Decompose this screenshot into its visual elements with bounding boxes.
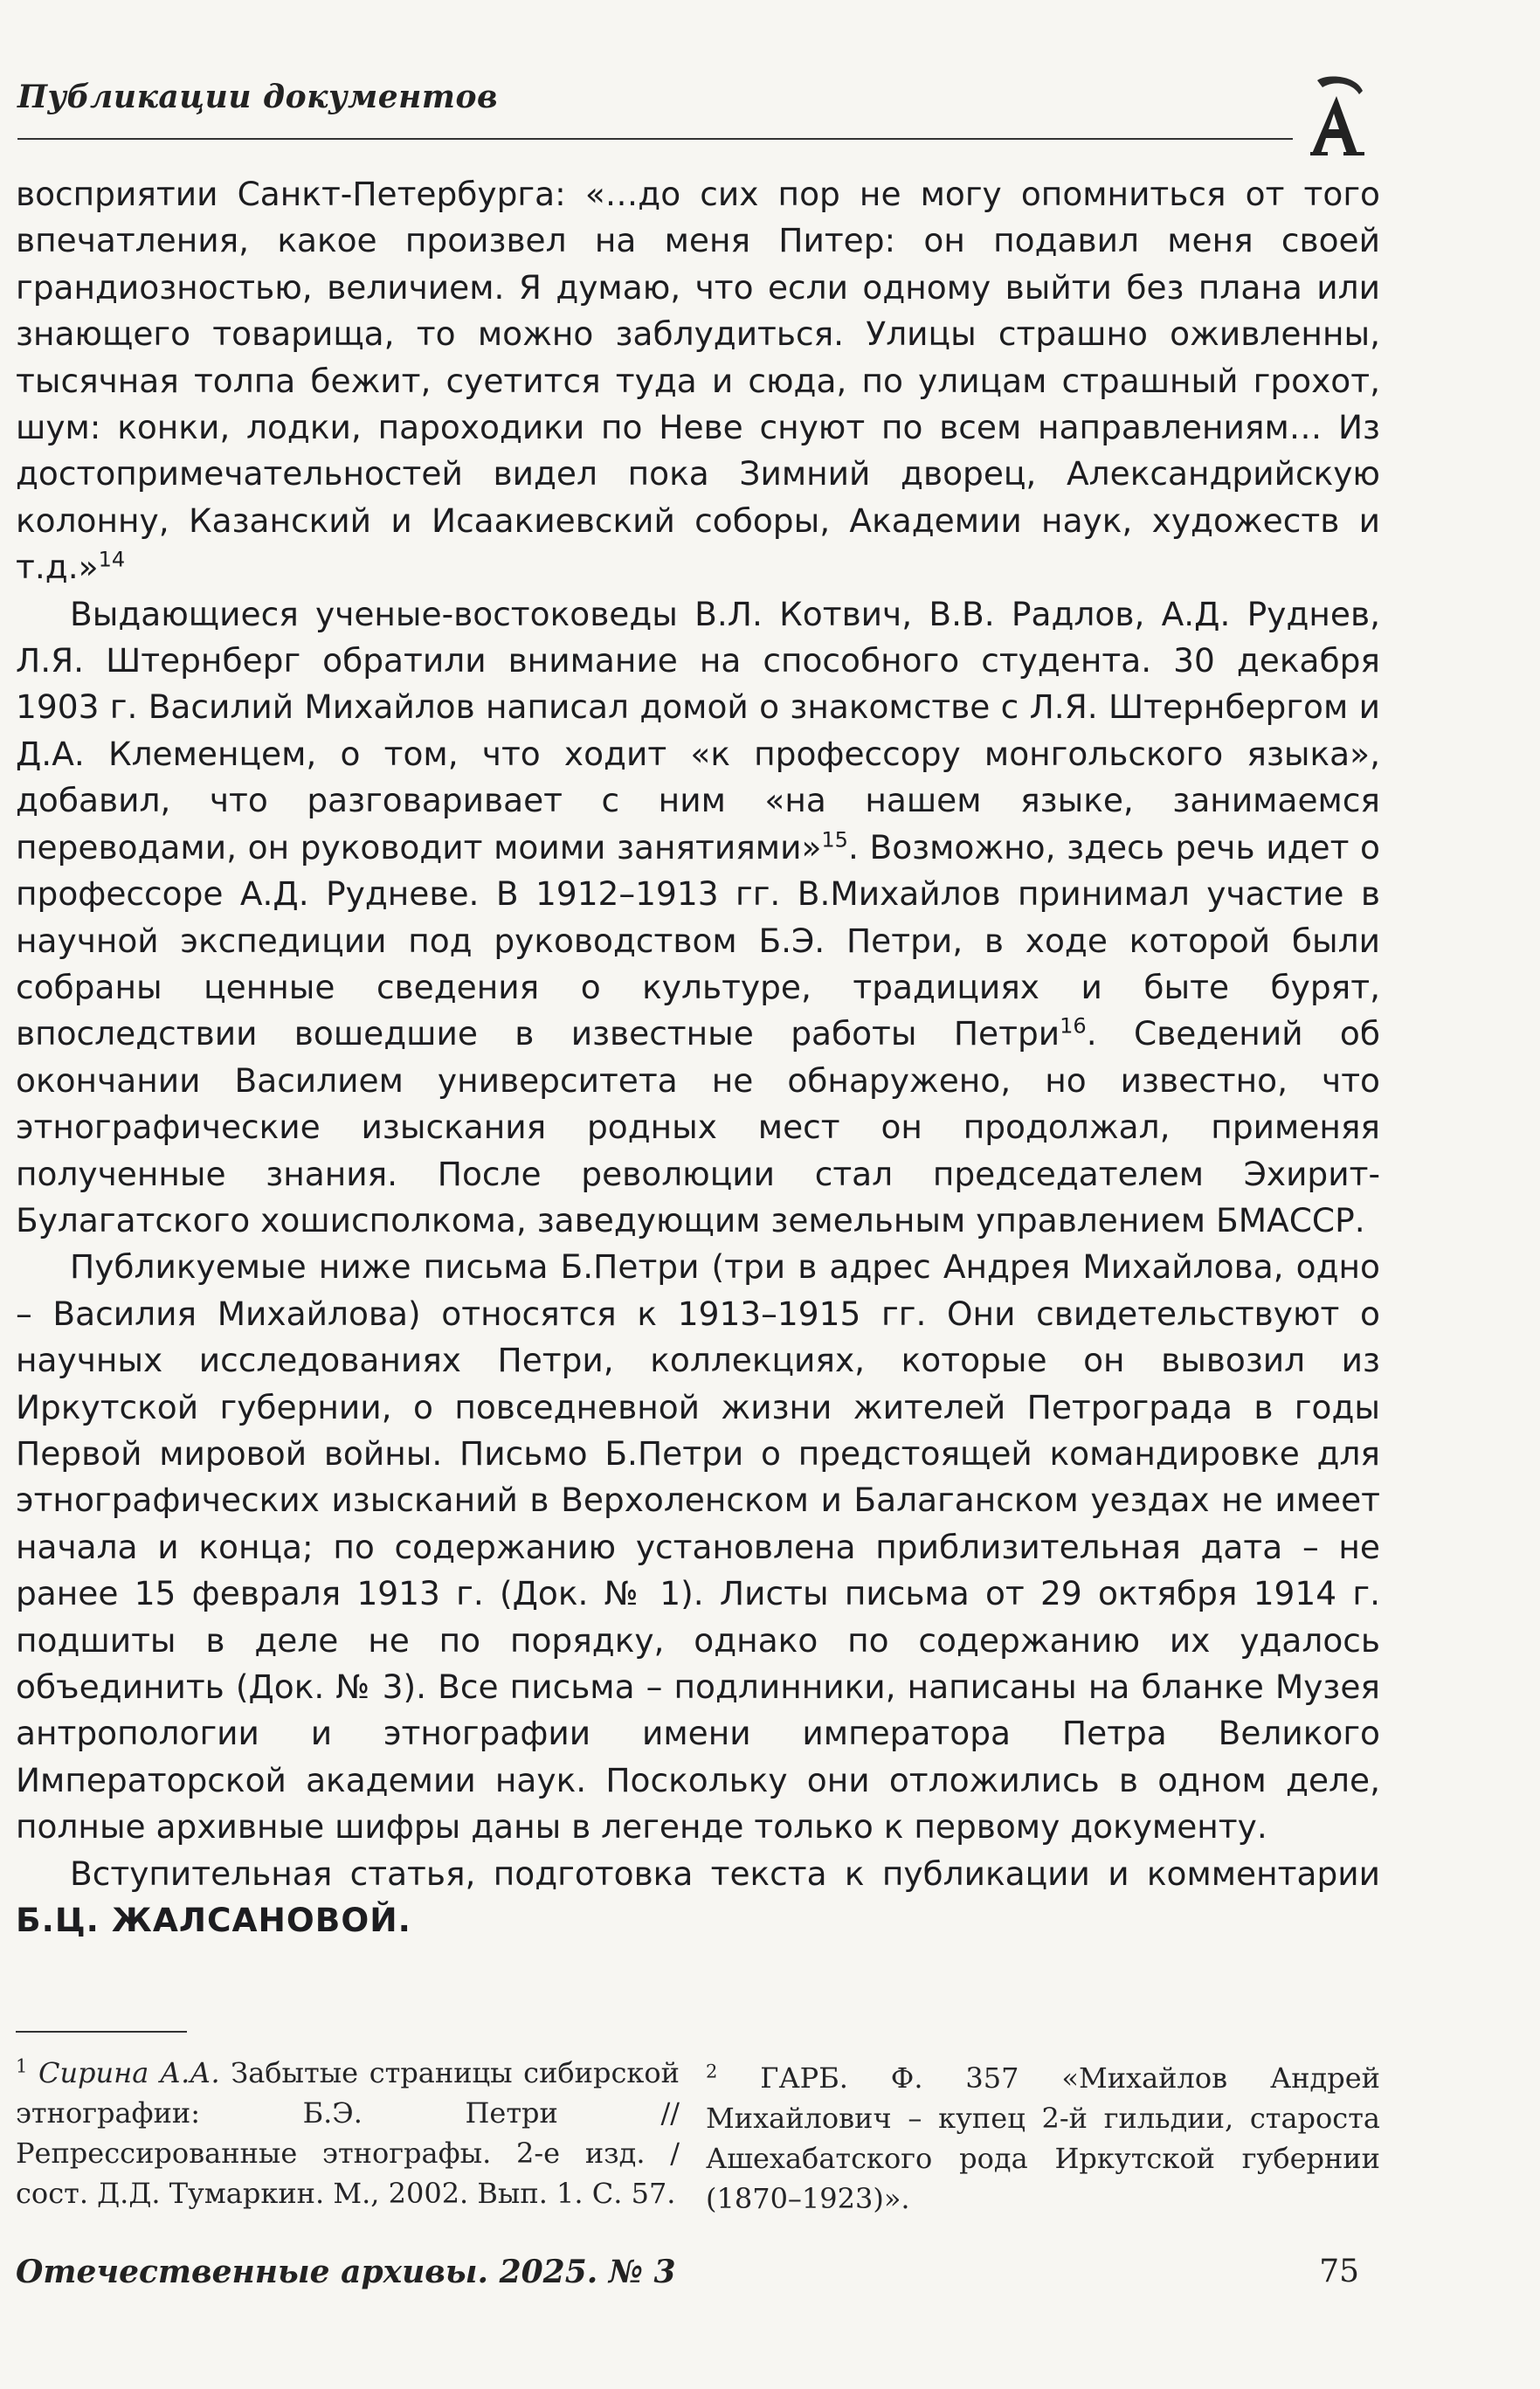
section-title: Публикации документов xyxy=(17,79,499,115)
paragraph-4-text: Вступительная статья, подготовка текста к публикации и комментарии xyxy=(70,1854,1380,1893)
footnote-ref-16: 16 xyxy=(1060,1013,1087,1039)
footnote-ref-14: 14 xyxy=(98,547,126,572)
footnote-1 xyxy=(16,2053,680,2213)
paragraph-1-text: восприятии Санкт-Петербурга: «…до сих пор не могу опомниться от того впечатления, какое произвел на меня Питер: он подавил меня своей грандиозностью, величием. Я думаю, что если одному выйти без плана или знающего товарища, то можно заблудиться. Улицы страшно оживленны, тысячная толпа бежит, суетится туда и сюда, по улицам страшный грохот, шум: конки, лодки, пароходики по Неве снуют по всем направлениям… Из достопримечательностей видел пока Зимний дворец, Александрийскую колонну, Казанский и Исаакиевский соборы, Академии наук, художеств и т.д.» xyxy=(16,175,1380,587)
author-name: Б.Ц. ЖАЛСАНОВОЙ. xyxy=(16,1901,411,1940)
footnote-2 xyxy=(706,2058,1380,2219)
footnote-rule xyxy=(16,2031,187,2033)
footnote-2-number: 2 xyxy=(706,2061,718,2082)
footnote-2-text: ГАРБ. Ф. 357 «Михайлов Андрей Михайлович – купец 2-й гильдии, староста Ашехабатского рода Иркутской губернии (1870–1923)». xyxy=(706,2061,1380,2215)
page-number: 75 xyxy=(1319,2254,1359,2289)
journal-title: Отечественные архивы. 2025. № 3 xyxy=(16,2254,676,2290)
paragraph-2-part-a: Выдающиеся ученые-востоковеды В.Л. Котвич, В.В. Радлов, А.Д. Руднев, Л.Я. Штернберг обратили внимание на способного студента. 30 декабря 1903 г. Василий Михайлов написал домой о знакомстве с Л.Я. Штернбергом и Д.А. Клеменцем, о том, что ходит «к профессору монгольского языка», добавил, что разговаривает с ним «на нашем языке, занимаемся переводами, он руководит моими занятиями» xyxy=(16,594,1380,867)
header-rule xyxy=(17,138,1293,140)
paragraph-1 xyxy=(16,171,1380,591)
journal-logo-icon xyxy=(1302,73,1371,161)
paragraph-4 xyxy=(16,1851,1380,1944)
article-body xyxy=(16,171,1380,1944)
running-footer xyxy=(16,2254,1380,2306)
paragraph-3: Публикуемые ниже письма Б.Петри (три в адрес Андрея Михайлова, одно – Василия Михайлова) относятся к 1913–1915 гг. Они свидетельствуют о научных исследованиях Петри, коллекциях, которые он вывозил из Иркутской губернии, о повседневной жизни жителей Петрограда в годы Первой мировой войны. Письмо Б.Петри о предстоящей командировке для этнографических изысканий в Верхоленском и Балаганском уездах не имеет начала и конца; по содержанию установлена приблизительная дата – не ранее 15 февраля 1913 г. (Док. № 1). Листы письма от 29 октября 1914 г. подшиты в деле не по порядку, однако по содержанию их удалось объединить (Док. № 3). Все письма – подлинники, написаны на бланке Музея антропологии и этнографии имени императора Петра Великого Императорской академии наук. Поскольку они отложились в одном деле, полные архивные шифры даны в легенде только к первому документу. xyxy=(16,1247,1380,1847)
paragraph-2-part-b: . Возможно, здесь речь идет о профессоре А.Д. Рудневе. В 1912–1913 гг. В.Михайлов принимал участие в научной экспедиции под руководством Б.Э. Петри, в ходе которой были собраны ценные сведения о культуре, традициях и быте бурят, впоследствии вошедшие в известные работы Петри xyxy=(16,827,1380,1053)
footnote-1-number: 1 xyxy=(16,2055,28,2077)
footnote-1-text: Забытые страницы сибирской этнографии: Б.Э. Петри // Репрессированные этнографы. 2-е изд. / сост. Д.Д. Тумаркин. М., 2002. Вып. 1. С. 57. xyxy=(16,2056,680,2210)
paragraph-2 xyxy=(16,591,1380,1245)
footnote-1-author: Сирина А.А. xyxy=(38,2056,220,2089)
footnote-ref-15: 15 xyxy=(821,827,848,853)
paragraph-2-part-c: . Сведений об окончании Василием университета не обнаружено, но известно, что этнографические изыскания родных мест он продолжал, применяя полученные знания. После революции стал председателем Эхирит-Булагатского хошисполкома, заведующим земельным управлением БМАССР. xyxy=(16,1014,1380,1239)
running-header xyxy=(17,70,1293,148)
